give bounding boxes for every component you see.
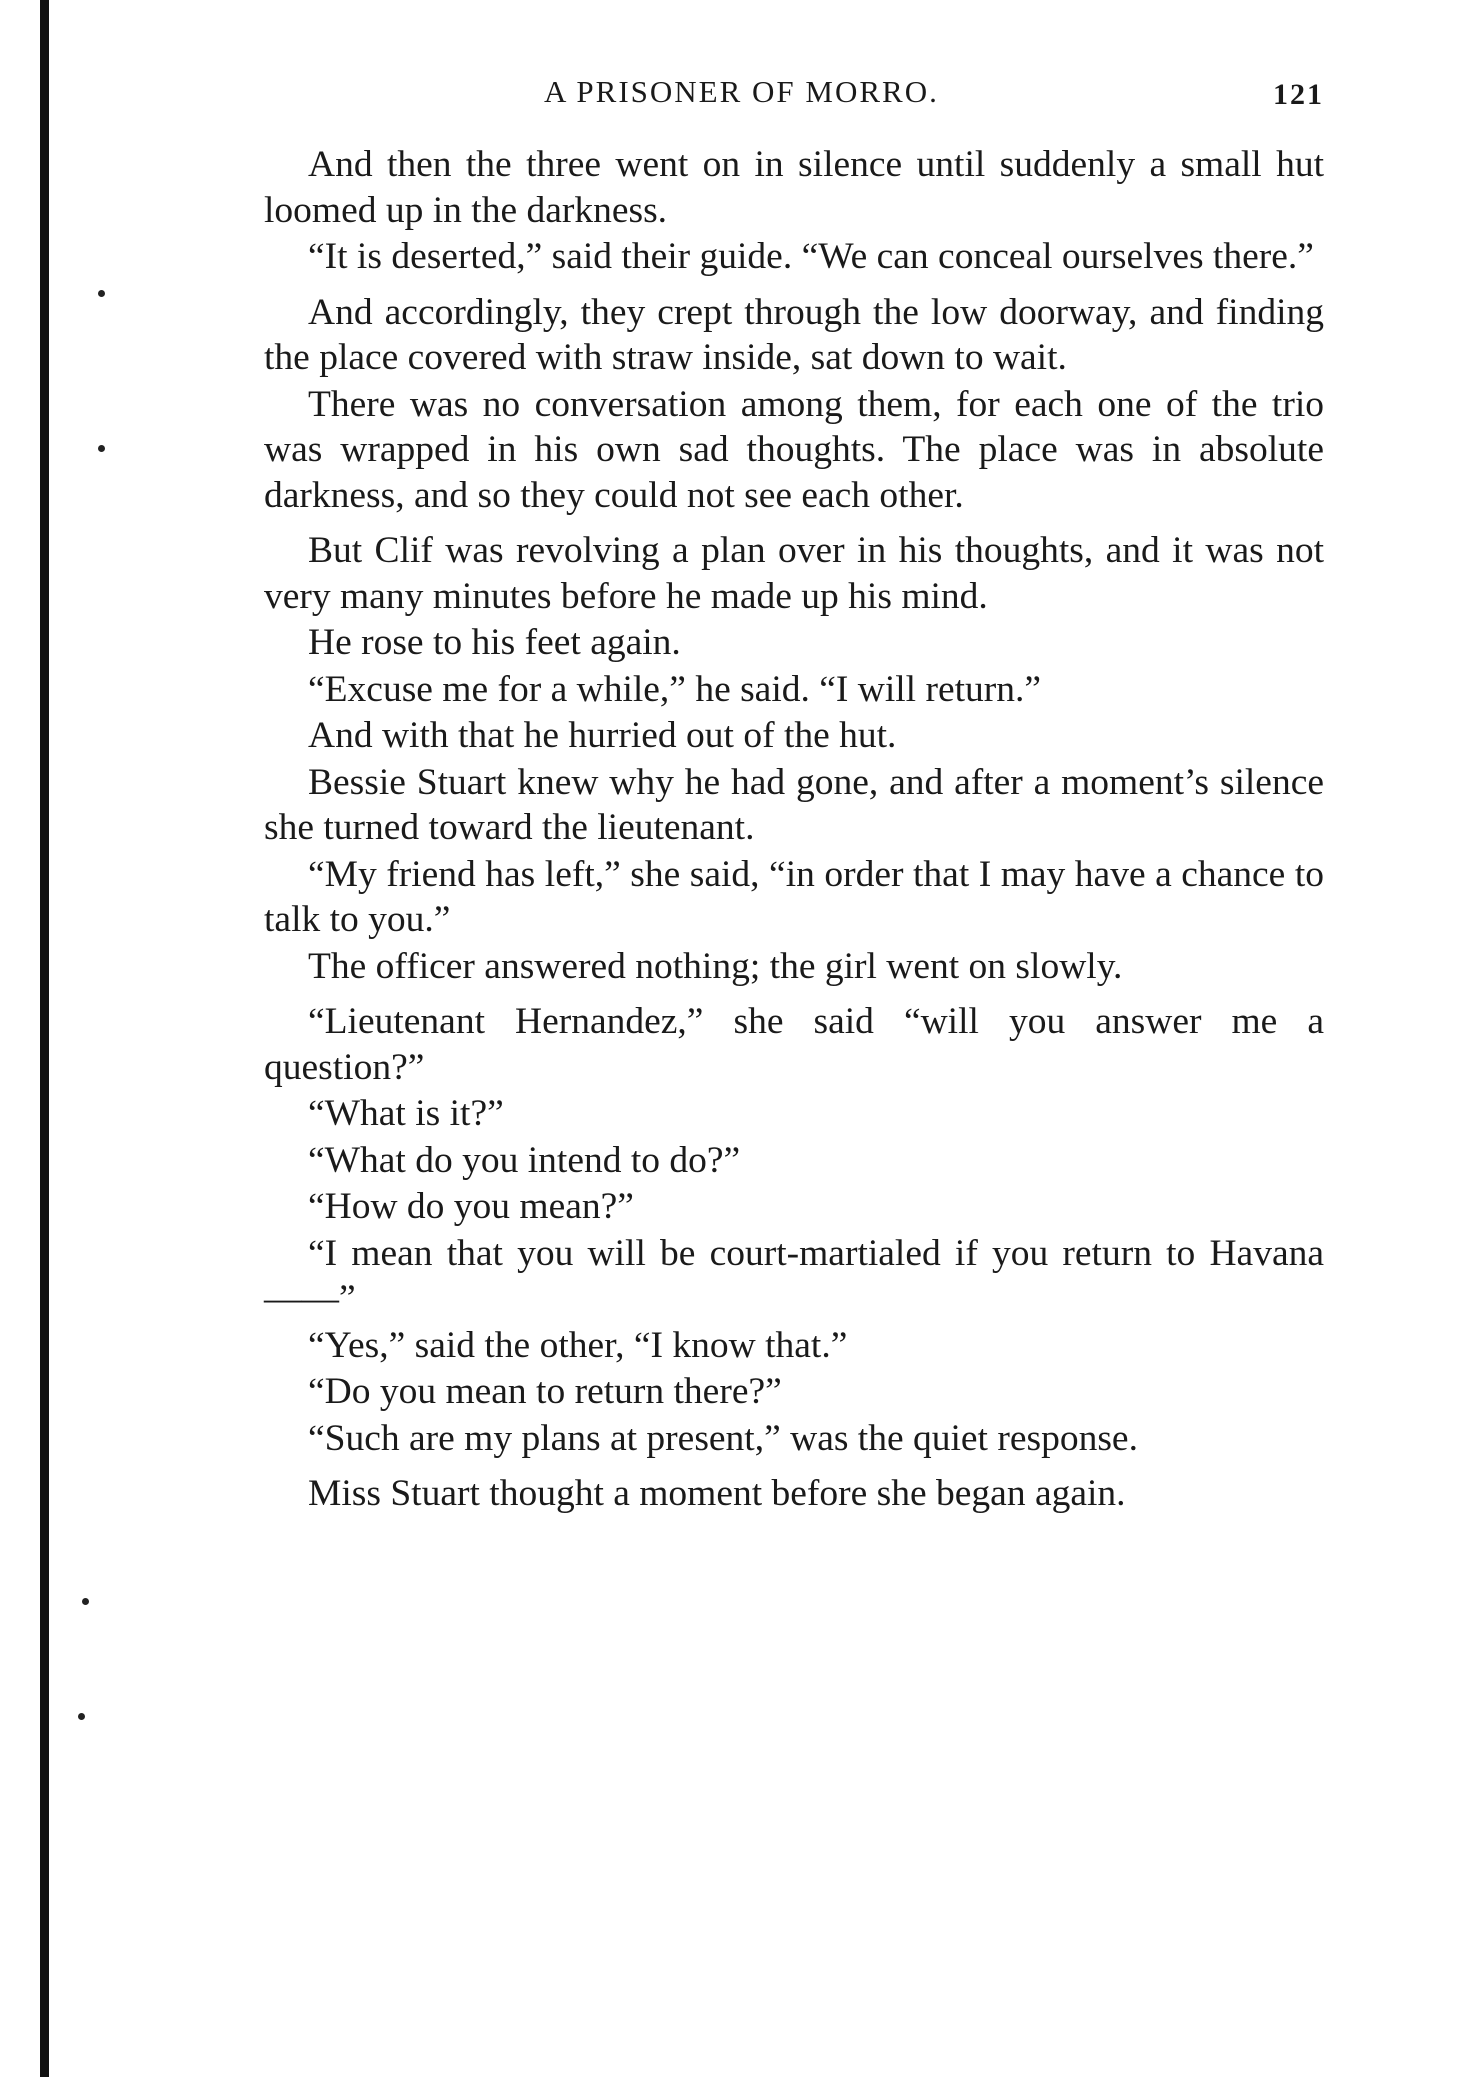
paragraph: “Do you mean to return there?” xyxy=(308,1371,782,1412)
page-speck xyxy=(78,1713,85,1720)
paragraph: “My friend has left,” she said, “in order that I may have a chance to talk to you.” xyxy=(264,853,1324,940)
page-speck xyxy=(98,290,105,297)
paragraph: “What is it?” xyxy=(308,1093,504,1134)
page-body xyxy=(264,142,1324,1518)
paragraph: Bessie Stuart knew why he had gone, and after a moment’s silence she turned toward the lieutenant. xyxy=(264,761,1324,848)
paragraph: “I mean that you will be court-martialed if you return to Havana——” xyxy=(264,1232,1324,1319)
paragraph: There was no conversation among them, for each one of the trio was wrapped in his own sad thoughts. The place was in absolute darkness, and so they could not see each other. xyxy=(264,383,1324,516)
paragraph: “Yes,” said the other, “I know that.” xyxy=(308,1324,848,1366)
paragraph: “It is deserted,” said their guide. “We can conceal ourselves there.” xyxy=(308,236,1314,277)
paragraph: “Such are my plans at present,” was the quiet response. xyxy=(308,1417,1138,1459)
paragraph: But Clif was revolving a plan over in his thoughts, and it was not very many minutes before he made up his mind. xyxy=(264,530,1324,617)
paragraph: “What do you intend to do?” xyxy=(308,1139,741,1181)
page-speck xyxy=(82,1598,89,1605)
paragraph: And accordingly, they crept through the low doorway, and finding the place covered with straw inside, sat down to wait. xyxy=(264,291,1324,378)
paragraph: And with that he hurried out of the hut. xyxy=(308,715,897,756)
paragraph: “Excuse me for a while,” he said. “I will return.” xyxy=(308,668,1042,710)
page-header xyxy=(264,70,1324,120)
page-speck xyxy=(98,445,105,452)
paragraph: “How do you mean?” xyxy=(308,1186,634,1227)
paragraph: Miss Stuart thought a moment before she began again. xyxy=(308,1473,1126,1514)
paragraph: And then the three went on in silence until suddenly a small hut loomed up in the darkness. xyxy=(264,144,1324,231)
paragraph: The officer answered nothing; the girl went on slowly. xyxy=(308,945,1123,987)
paragraph: “Lieutenant Hernandez,” she said “will you answer me a question?” xyxy=(264,1001,1324,1088)
book-spine-shadow xyxy=(40,0,49,2077)
running-title: A PRISONER OF MORRO. xyxy=(544,74,939,109)
page-number: 121 xyxy=(1273,78,1324,111)
paragraph: He rose to his feet again. xyxy=(308,622,681,663)
